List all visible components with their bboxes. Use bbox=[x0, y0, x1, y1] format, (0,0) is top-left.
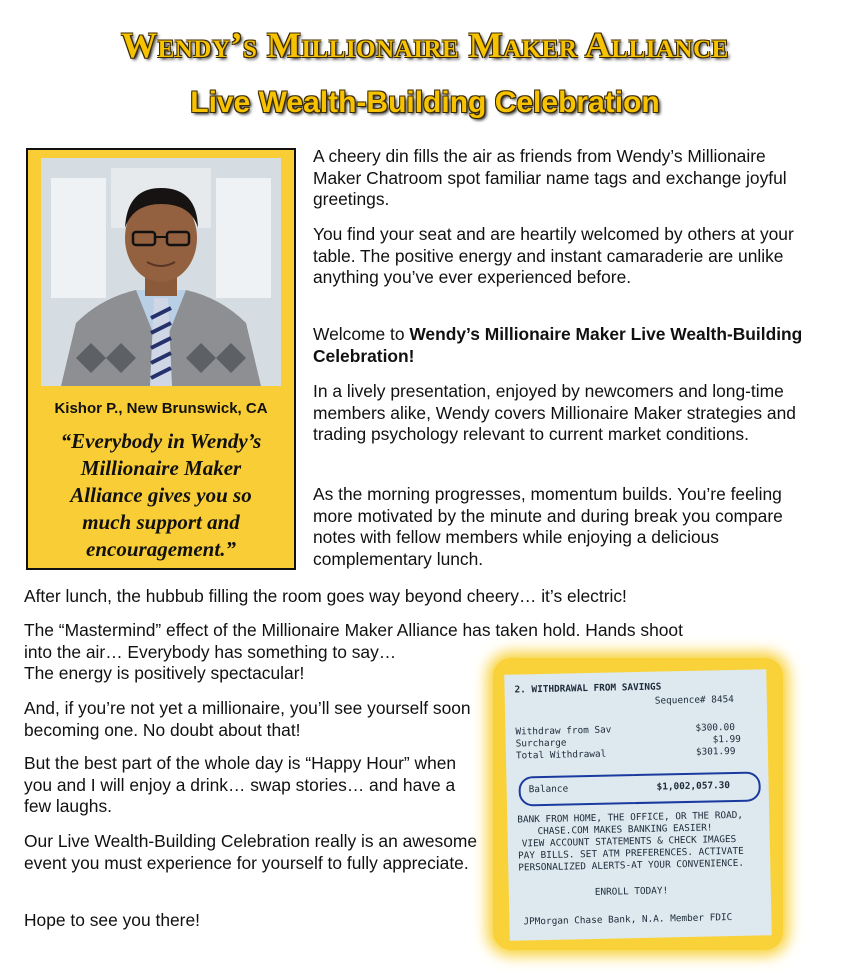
receipt-row2-label: Surcharge bbox=[515, 737, 567, 750]
page-title: Wendy’s Millionaire Maker Alliance bbox=[121, 25, 729, 65]
receipt-enroll: ENROLL TODAY! bbox=[594, 885, 669, 898]
testimonial-photo bbox=[41, 158, 281, 386]
receipt-balance-value: $1,002,057.30 bbox=[656, 780, 731, 793]
paragraph-2: You find your seat and are heartily welcomed by others at your table. The positive energy and instant camaraderie are unlike anything you’ve ever experienced before. bbox=[313, 224, 794, 287]
atm-receipt bbox=[504, 669, 772, 940]
paragraph-6: After lunch, the hubbub filling the room goes way beyond cheery… it’s electric! bbox=[24, 586, 627, 606]
paragraph-3-prefix: Welcome to bbox=[313, 324, 410, 344]
paragraph-5: As the morning progresses, momentum builds. You’re feeling more motivated by the minute and during break you compare notes with fellow members while enjoying a delicious complementary lunch. bbox=[313, 484, 783, 569]
paragraph-7-line-3: The energy is positively spectacular! bbox=[24, 663, 305, 683]
paragraph-9: But the best part of the whole day is “Happy Hour” when you and I will enjoy a drink… swap stories… and have a few laughs. bbox=[24, 753, 457, 816]
receipt-footer: JPMorgan Chase Bank, N.A. Member FDIC bbox=[523, 912, 733, 928]
paragraph-11: Hope to see you there! bbox=[24, 910, 200, 930]
page-subtitle: Live Wealth-Building Celebration bbox=[190, 86, 660, 119]
receipt-row3-value: $301.99 bbox=[695, 745, 736, 758]
receipt-promo-1: BANK FROM HOME, THE OFFICE, OR THE ROAD, bbox=[517, 809, 744, 826]
receipt-row1-value: $300.00 bbox=[695, 721, 736, 734]
receipt-heading: 2. WITHDRAWAL FROM SAVINGS bbox=[514, 681, 662, 696]
receipt-image bbox=[493, 658, 783, 950]
testimonial-quote: “Everybody in Wendy’s Millionaire Maker Alliance gives you so much support and encouragement.” bbox=[60, 429, 262, 561]
paragraph-3-bold: Wendy’s Millionaire Maker Live Wealth-Building Celebration! bbox=[313, 324, 803, 366]
paragraph-7-line-1: The “Mastermind” effect of the Millionaire Maker Alliance has taken hold. Hands shoot bbox=[24, 620, 683, 640]
receipt-promo-3: VIEW ACCOUNT STATEMENTS & CHECK IMAGES bbox=[521, 833, 737, 850]
receipt-row3-label: Total Withdrawal bbox=[515, 748, 607, 762]
receipt-balance-label: Balance bbox=[528, 783, 569, 796]
receipt-promo-5: PERSONALIZED ALERTS-AT YOUR CONVENIENCE. bbox=[518, 857, 745, 874]
receipt-row2-value: $1.99 bbox=[712, 733, 741, 746]
receipt-row1-label: Withdraw from Sav bbox=[515, 724, 612, 738]
testimonial-box bbox=[26, 148, 296, 570]
receipt-sequence: Sequence# 8454 bbox=[654, 693, 734, 707]
paragraph-10: Our Live Wealth-Building Celebration really is an awesome event you must experience for yourself to fully appreciate. bbox=[24, 831, 478, 873]
receipt-promo-2: CHASE.COM MAKES BANKING EASIER! bbox=[537, 822, 713, 838]
paragraph-8: And, if you’re not yet a millionaire, you’ll see yourself soon becoming one. No doubt about that! bbox=[24, 698, 471, 740]
paragraph-1: A cheery din fills the air as friends from Wendy’s Millionaire Maker Chatroom spot familiar name tags and exchange joyful greetings. bbox=[313, 146, 787, 209]
testimonial-name: Kishor P., New Brunswick, CA bbox=[54, 400, 268, 417]
receipt-promo-4: PAY BILLS. SET ATM PREFERENCES. ACTIVATE bbox=[517, 845, 744, 862]
paragraph-4: In a lively presentation, enjoyed by newcomers and long-time members alike, Wendy covers Millionaire Maker strategies and trading psychology relevant to current market conditions. bbox=[313, 381, 796, 444]
paragraph-3 bbox=[313, 324, 813, 367]
paragraph-7-line-2: into the air… Everybody has something to say… bbox=[24, 641, 397, 662]
